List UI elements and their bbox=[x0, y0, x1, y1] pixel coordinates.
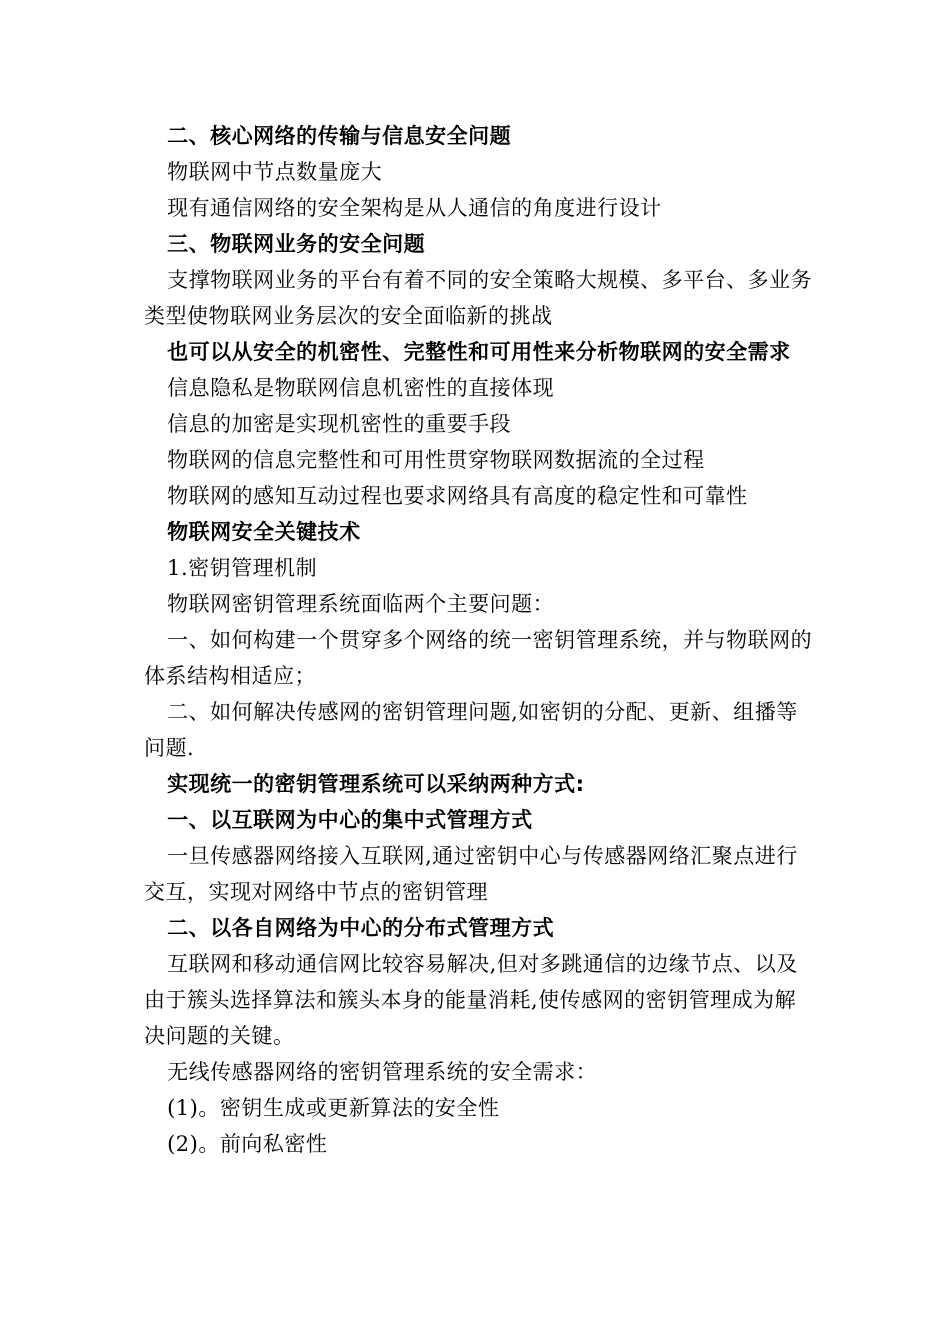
paragraph-node-count: 物联网中节点数量庞大 bbox=[167, 160, 383, 184]
paragraph-encryption: 信息的加密是实现机密性的重要手段 bbox=[167, 412, 512, 436]
paragraph-network-architecture: 现有通信网络的安全架构是从人通信的角度进行设计 bbox=[167, 196, 662, 220]
document-body bbox=[144, 118, 814, 1162]
paragraph-centralized-detail: 一旦传感器网络接入互联网,通过密钥中心与传感器网络汇聚点进行交互，实现对网络中节点的密钥管理 bbox=[144, 844, 798, 904]
heading-centralized-approach: 一、以互联网为中心的集中式管理方式 bbox=[167, 808, 533, 832]
paragraph-business-platform: 支撑物联网业务的平台有着不同的安全策略大规模、多平台、多业务类型使物联网业务层次的安全面临新的挑战 bbox=[144, 268, 813, 328]
paragraph-problem-two: 二、如何解决传感网的密钥管理问题,如密钥的分配、更新、组播等问题. bbox=[144, 700, 798, 760]
paragraph-problem-one: 一、如何构建一个贯穿多个网络的统一密钥管理系统，并与物联网的体系结构相适应； bbox=[144, 628, 813, 688]
heading-business-security: 三、物联网业务的安全问题 bbox=[167, 232, 426, 256]
heading-key-technologies: 物联网安全关键技术 bbox=[167, 520, 361, 544]
paragraph-privacy: 信息隐私是物联网信息机密性的直接体现 bbox=[167, 376, 555, 400]
paragraph-wsn-requirements: 无线传感器网络的密钥管理系统的安全需求： bbox=[167, 1060, 598, 1084]
paragraph-two-main-problems: 物联网密钥管理系统面临两个主要问题： bbox=[167, 592, 555, 616]
heading-core-network-security: 二、核心网络的传输与信息安全问题 bbox=[167, 124, 512, 148]
paragraph-key-management-mechanism: 1.密钥管理机制 bbox=[167, 556, 318, 580]
heading-distributed-approach: 二、以各自网络为中心的分布式管理方式 bbox=[167, 916, 555, 940]
heading-two-approaches: 实现统一的密钥管理系统可以采纳两种方式: bbox=[167, 772, 585, 796]
paragraph-distributed-detail: 互联网和移动通信网比较容易解决,但对多跳通信的边缘节点、以及由于簇头选择算法和簇头本身的能量消耗,使传感网的密钥管理成为解决问题的关键。 bbox=[144, 952, 798, 1048]
paragraph-stability-reliability: 物联网的感知互动过程也要求网络具有高度的稳定性和可靠性 bbox=[167, 484, 748, 508]
list-item-requirement-1: (1)。密钥生成或更新算法的安全性 bbox=[167, 1096, 500, 1120]
heading-cia-analysis: 也可以从安全的机密性、完整性和可用性来分析物联网的安全需求 bbox=[167, 340, 791, 364]
paragraph-integrity-availability: 物联网的信息完整性和可用性贯穿物联网数据流的全过程 bbox=[167, 448, 705, 472]
list-item-requirement-2: (2)。前向私密性 bbox=[167, 1132, 328, 1156]
